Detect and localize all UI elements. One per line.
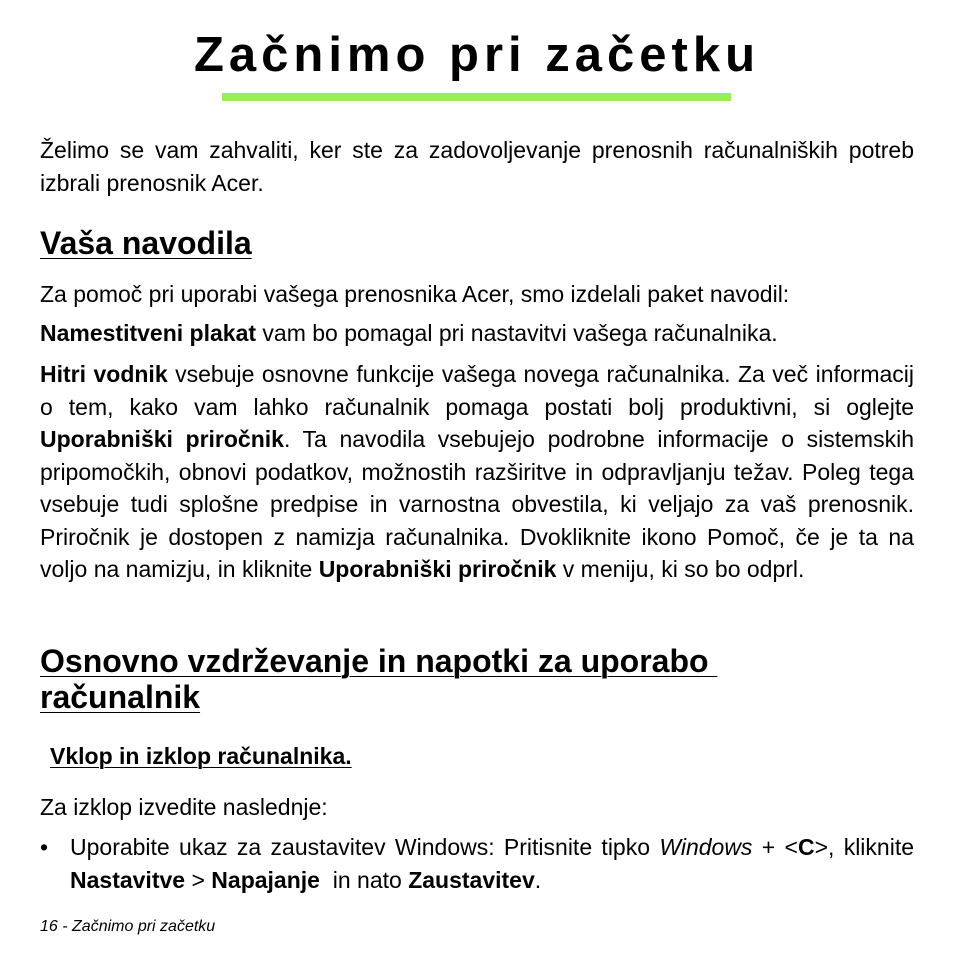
quick-guide-paragraph [40, 358, 914, 586]
page-footer: 16 - Začnimo pri začetku [40, 918, 216, 935]
manuals-lead-paragraph: Za pomoč pri uporabi vašega prenosnika Acer, smo izdelali paket navodil: [40, 281, 790, 307]
bullet-text-4: > [185, 866, 212, 893]
heading-maintenance-line-1: Osnovno vzdrževanje in napotki za uporabo [40, 643, 718, 679]
power-term: Napajanje [211, 866, 320, 893]
intro-paragraph: Želimo se vam zahvaliti, ker ste za zadovoljevanje prenosnih računalniških potreb izbrali prenosnik Acer. [40, 137, 914, 196]
setup-poster-paragraph [40, 317, 914, 350]
bullet-text-3: >, kliknite [814, 834, 915, 860]
quick-guide-text-2: . Ta navodila vsebujejo podrobne informacije o sistemskih pripomočkih, obnovi podatkov, možnostih razširitve in odpravljanju težav. Poleg tega vsebuje tudi splošne predpise in varnostna obvestila, ki veljajo za vaš prenosnik. Priročnik je dostopen z namizja računalnika. Dvokliknite ikono Pomoč, če je ta na voljo na namizju, in kliknite [40, 426, 914, 582]
bullet-text-2: + < [752, 834, 798, 860]
bullet-dot: • [40, 834, 49, 860]
quick-guide-text-1: vsebuje osnovne funkcije vašega novega računalnika. Za več informacij o tem, kako vam lahko računalnik pomaga postati bolj produktivni, si oglejte [40, 361, 914, 420]
windows-key-term: Windows [659, 834, 753, 860]
quick-guide-text-3: v meniju, ki so bo odprl. [556, 556, 805, 582]
heading-osnovno-vzdrzevanje [40, 643, 717, 715]
bullet-text-6: . [534, 866, 542, 893]
heading-vasa-navodila [40, 225, 252, 261]
shutdown-bullet-item [40, 831, 914, 896]
bullet-text-5: in nato [319, 866, 409, 893]
title-underline-bar [222, 93, 731, 101]
page-title: Začnimo pri začetku [193, 28, 761, 82]
settings-term: Nastavitve [70, 866, 186, 893]
shutdown-lead-paragraph: Za izklop izvedite naslednje: [40, 794, 328, 820]
setup-poster-text: vam bo pomagal pri nastavitvi vašega računalnika. [256, 320, 778, 346]
bullet-text-1: Uporabite ukaz za zaustavitev Windows: Pritisnite tipko [70, 834, 660, 860]
user-manual-term-2: Uporabniški priročnik [318, 556, 557, 582]
setup-poster-term: Namestitveni plakat [40, 320, 257, 346]
heading-maintenance-line-2: računalnik [40, 679, 201, 715]
subheading-power-on-off: Vklop in izklop računalnika. [50, 743, 352, 769]
quick-guide-term: Hitri vodnik [40, 361, 168, 387]
shutdown-bullet-text [70, 831, 914, 896]
heading-vasa-navodila-text: Vaša navodila [40, 225, 252, 261]
c-key-term: C [797, 834, 815, 860]
shutdown-term: Zaustavitev [408, 866, 535, 893]
user-manual-term: Uporabniški priročnik [40, 426, 284, 452]
